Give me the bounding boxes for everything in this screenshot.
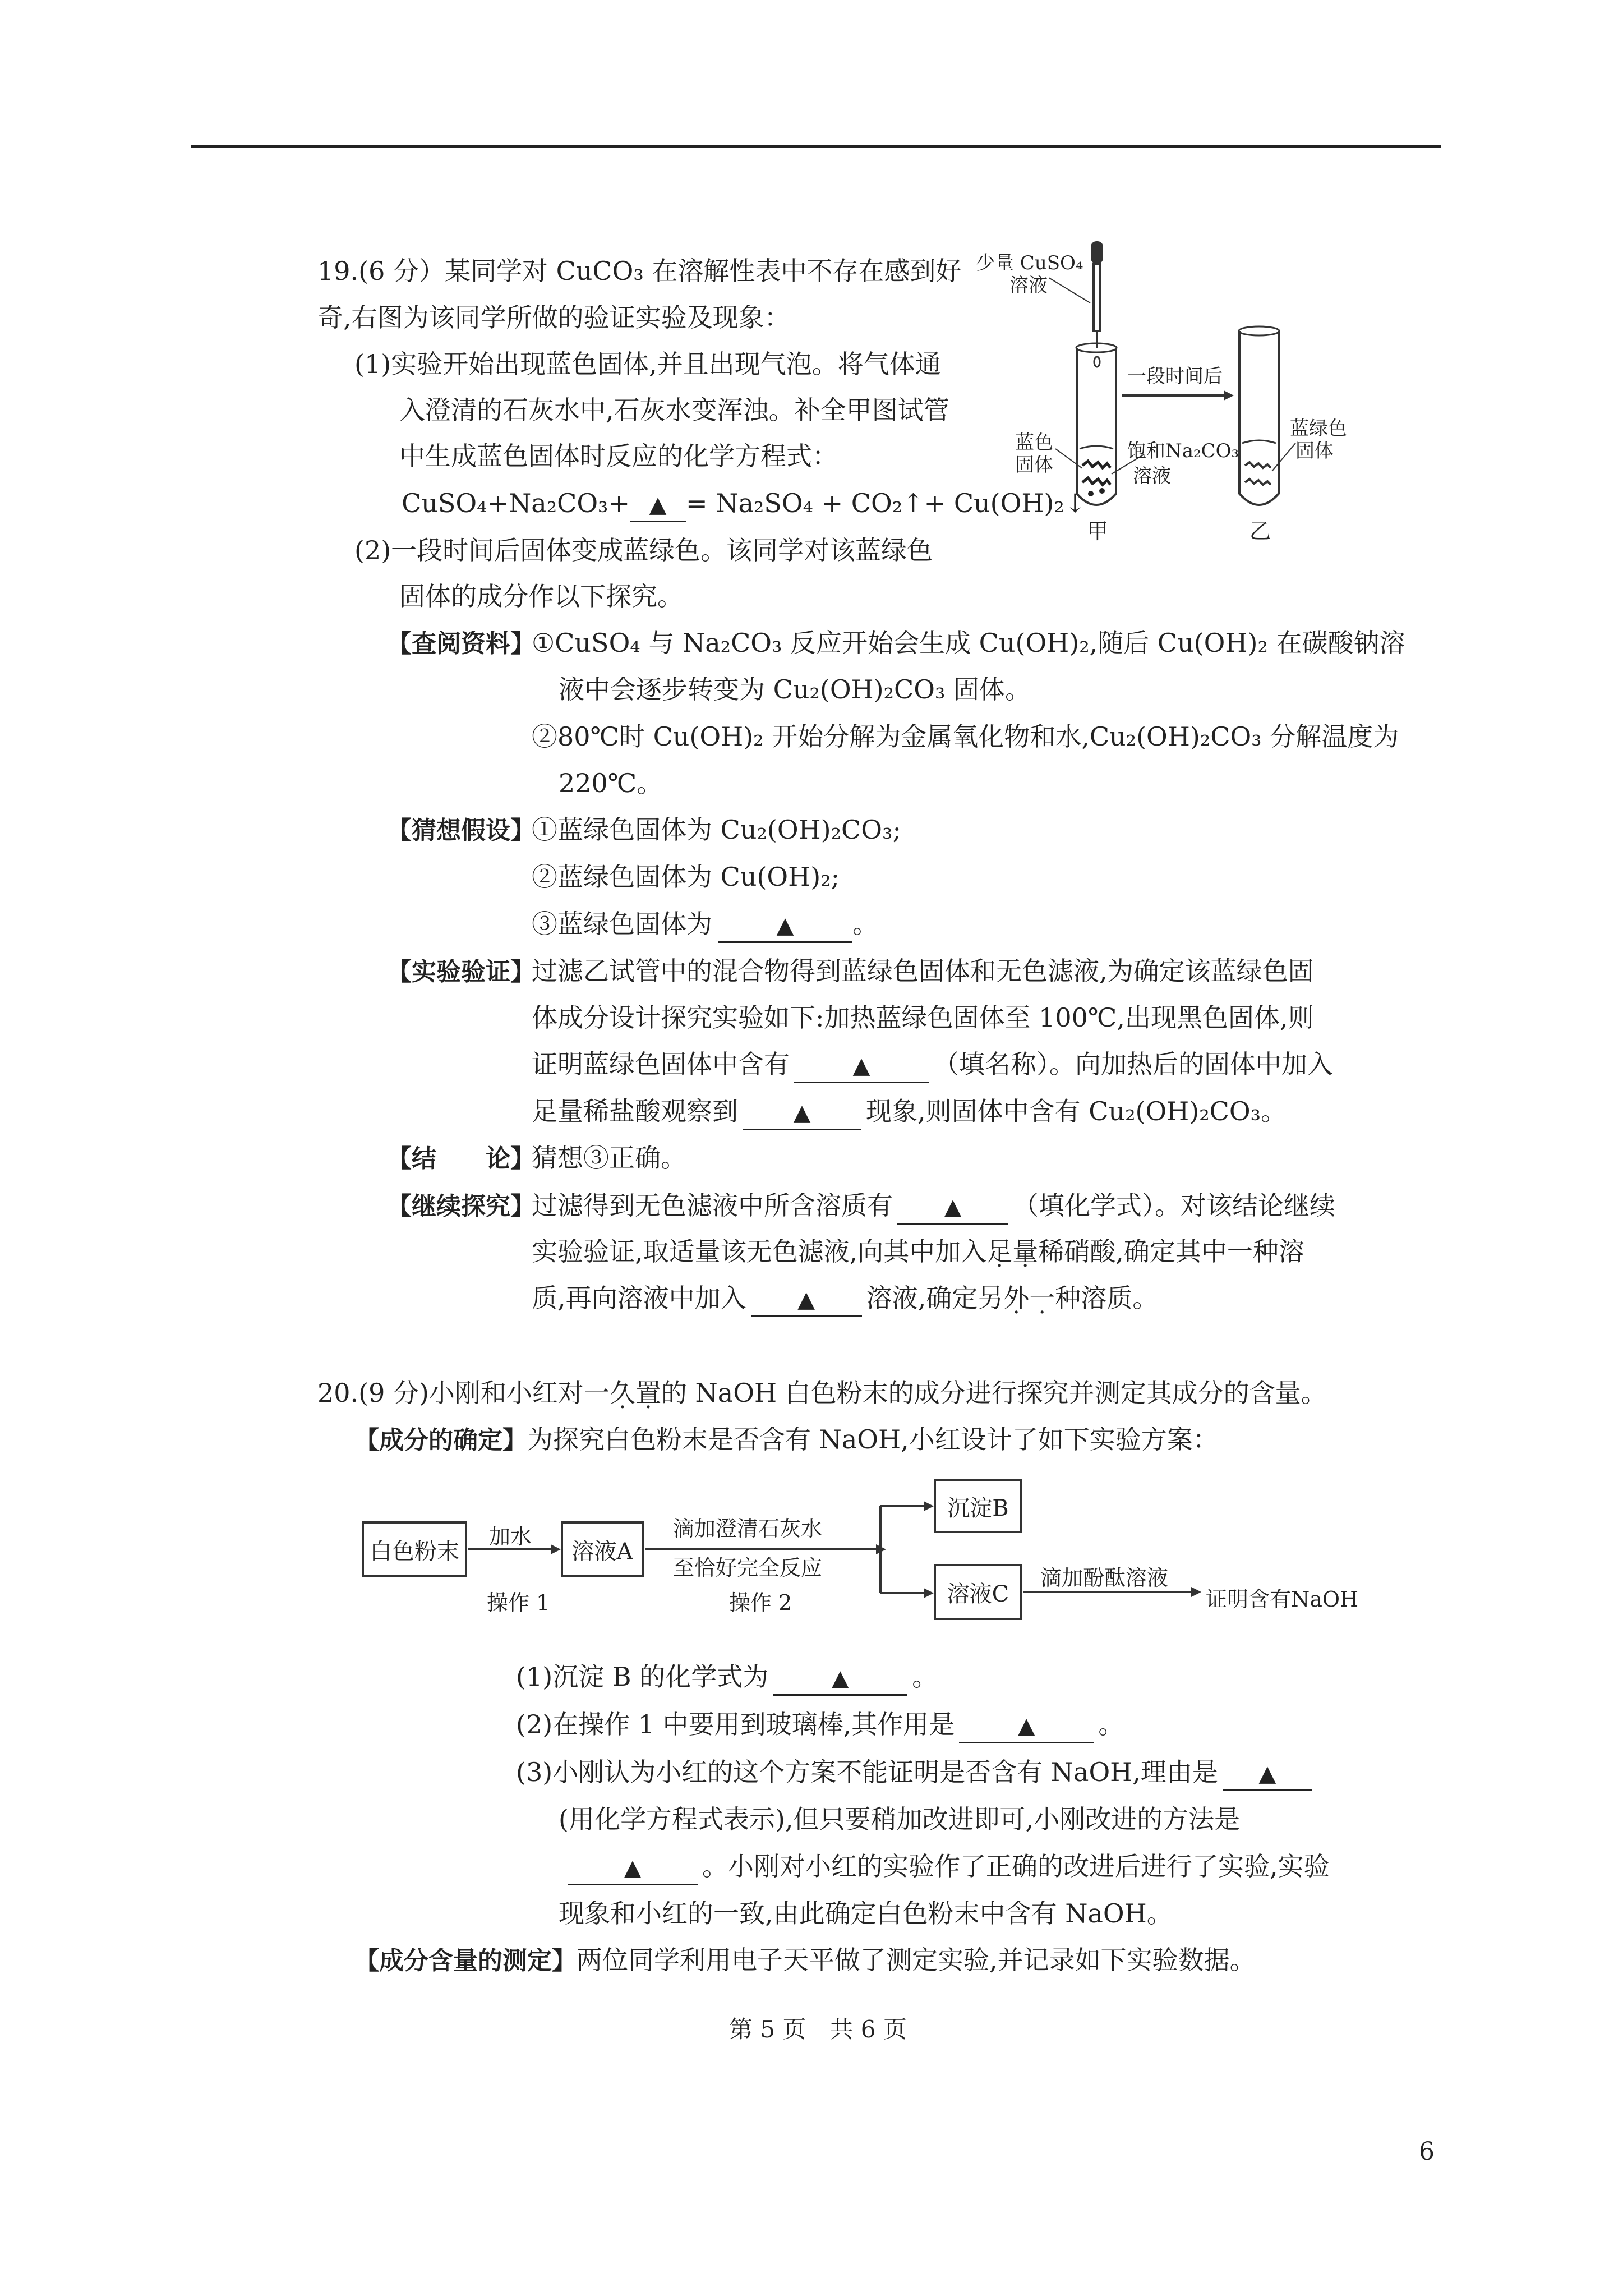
q20-intro: 20.(9 分)小刚和小红对一久置的 NaOH 白色粉末的成分进行探究并测定其成分的含量。 [317, 1378, 1327, 1408]
cont-tag: 【继续探究】 [387, 1192, 535, 1221]
exp-line4: 足量稀盐酸观察到 ▲ 现象,则固体中含有 Cu₂(OH)₂CO₃。 [532, 1094, 1287, 1130]
ref2-line1: ②80℃时 Cu(OH)₂ 开始分解为金属氧化物和水,Cu₂(OH)₂CO₃ 分解温度为 [532, 721, 1399, 752]
q20-s1: (1)沉淀 B 的化学式为 ▲ 。 [516, 1659, 938, 1696]
q19-intro-line1: 19.(6 分）某同学对 CuCO₃ 在溶解性表中不存在感到好 [317, 256, 962, 286]
test-tube-a-icon [1076, 343, 1117, 505]
flow-op1-top: 加水 [489, 1524, 532, 1549]
flow-result: 证明含有NaOH [1206, 1587, 1359, 1612]
test-tube-b-icon [1239, 326, 1279, 505]
flow-box-solution-a: 溶液A [561, 1521, 644, 1577]
flow-op2-mid: 至恰好完全反应 [673, 1556, 823, 1580]
answer-blank-hyp3[interactable]: ▲ [718, 908, 852, 943]
flow-op2-top: 滴加澄清石灰水 [673, 1516, 823, 1541]
ref1-line2: 液中会逐步转变为 Cu₂(OH)₂CO₃ 固体。 [559, 674, 1031, 705]
answer-blank-cont1[interactable]: ▲ [897, 1190, 1008, 1225]
exp-tag: 【实验验证】 [387, 958, 535, 986]
hyp3: ③蓝绿色固体为 ▲ 。 [532, 907, 878, 943]
q19-part1-line1: (1)实验开始出现蓝色固体,并且出现气泡。将气体通 [354, 349, 941, 379]
blue-green-label-line2: 固体 [1295, 440, 1334, 462]
answer-blank-exp2[interactable]: ▲ [743, 1096, 861, 1130]
cont-line3: 质,再向溶液中加入 ▲ 溶液,确定另外一种溶质。 [532, 1281, 1158, 1317]
flow-box-solution-c: 溶液C [934, 1564, 1022, 1620]
q19-intro-line2: 奇,右图为该同学所做的验证实验及现象： [317, 302, 790, 333]
page-number: 6 [1419, 2137, 1435, 2166]
q19-part2-line1: (2)一段时间后固体变成蓝绿色。该同学对该蓝绿色 [354, 535, 933, 565]
answer-blank-cont2[interactable]: ▲ [751, 1282, 862, 1317]
blue-solid-label-line1: 蓝色 [1015, 431, 1053, 454]
hyp-tag: 【猜想假设】 [387, 816, 535, 845]
exp-line3: 证明蓝绿色固体中含有 ▲ （填名称）。向加热后的固体中加入 [532, 1047, 1333, 1083]
answer-blank-s1[interactable]: ▲ [773, 1661, 907, 1696]
hyp1: ①蓝绿色固体为 Cu₂(OH)₂CO₃; [532, 815, 901, 845]
q19-part2-line2: 固体的成分作以下探究。 [399, 581, 683, 611]
flow-box-white-powder: 白色粉末 [362, 1521, 467, 1577]
con-tag: 【结 论】 [387, 1144, 535, 1173]
top-rule [191, 145, 1441, 148]
dropper-icon [1091, 241, 1103, 348]
meas-tag: 【成分含量的测定】 [354, 1947, 577, 1975]
equation-right: = Na₂SO₄ + CO₂↑+ Cu(OH)₂↓ [686, 488, 1086, 518]
exp-line2: 体成分设计探究实验如下:加热蓝绿色固体至 100℃,出现黑色固体,则 [532, 1002, 1314, 1033]
flow-box-precipitate-b: 沉淀B [934, 1479, 1022, 1533]
blue-green-label-line1: 蓝绿色 [1290, 417, 1347, 440]
tube-a-label: 甲 [1087, 519, 1109, 544]
q20-s2: (2)在操作 1 中要用到玻璃棒,其作用是 ▲ 。 [516, 1707, 1124, 1743]
arrow-label: 一段时间后 [1127, 365, 1223, 388]
q20-s3-line1: (3)小刚认为小红的这个方案不能证明是否含有 NaOH,理由是 ▲ [516, 1755, 1312, 1791]
con-text: 猜想③正确。 [532, 1143, 686, 1173]
answer-blank-s3a[interactable]: ▲ [1223, 1756, 1312, 1791]
arrow-icon [1122, 390, 1234, 401]
na2co3-label-line2: 溶液 [1133, 465, 1171, 487]
answer-blank-exp1[interactable]: ▲ [794, 1048, 929, 1083]
dropper-label-line1: 少量 CuSO₄ [976, 252, 1083, 274]
exp-line1: 过滤乙试管中的混合物得到蓝绿色固体和无色滤液,为确定该蓝绿色固 [532, 956, 1314, 986]
q20-s3-line2: (用化学方程式表示),但只要稍加改进即可,小刚改进的方法是 [559, 1804, 1241, 1834]
cont-line2: 实验验证,取适量该无色滤液,向其中加入足量稀硝酸,确定其中一种溶 [532, 1236, 1304, 1267]
answer-blank-s2[interactable]: ▲ [959, 1709, 1094, 1743]
comp-tag: 【成分的确定】 [354, 1426, 527, 1455]
flow-op2-bottom: 操作 2 [729, 1590, 792, 1615]
q20-s3-line4: 现象和小红的一致,由此确定白色粉末中含有 NaOH。 [559, 1898, 1173, 1929]
q20-s3-line3: ▲ 。小刚对小红的实验作了正确的改进后进行了实验,实验 [568, 1849, 1330, 1885]
q20-meas-line: 【成分含量的测定】两位同学利用电子天平做了测定实验,并记录如下实验数据。 [354, 1945, 1256, 1975]
q19-part1-line2: 入澄清的石灰水中,石灰水变浑浊。补全甲图试管 [399, 395, 949, 425]
q19-part1-line3: 中生成蓝色固体时反应的化学方程式： [399, 441, 838, 471]
test-tube-figure [965, 236, 1391, 550]
hyp2: ②蓝绿色固体为 Cu(OH)₂; [532, 862, 840, 892]
answer-blank-s3b[interactable]: ▲ [568, 1851, 698, 1885]
cont-line1: 过滤得到无色滤液中所含溶质有 ▲ （填化学式）。对该结论继续 [532, 1188, 1335, 1225]
blue-solid-label-line2: 固体 [1015, 454, 1053, 476]
dropper-label-line2: 溶液 [1009, 274, 1048, 297]
flow-op1-bottom: 操作 1 [487, 1590, 550, 1615]
ref2-line2: 220℃。 [559, 768, 663, 798]
ref-tag: 【查阅资料】 [387, 629, 535, 658]
tube-b-label: 乙 [1249, 519, 1271, 544]
flow-op3: 滴加酚酞溶液 [1040, 1566, 1169, 1590]
answer-blank-equation[interactable]: ▲ [630, 487, 686, 522]
ref1-line1: ①CuSO₄ 与 Na₂CO₃ 反应开始会生成 Cu(OH)₂,随后 Cu(OH)₂ 在碳酸钠溶 [532, 628, 1405, 658]
q20-comp-line: 【成分的确定】为探究白色粉末是否含有 NaOH,小红设计了如下实验方案： [354, 1424, 1219, 1455]
na2co3-label-line1: 饱和Na₂CO₃ [1127, 440, 1239, 462]
page-info: 第 5 页 共 6 页 [729, 2016, 907, 2043]
equation-left: CuSO₄+Na₂CO₃+ [402, 488, 630, 518]
